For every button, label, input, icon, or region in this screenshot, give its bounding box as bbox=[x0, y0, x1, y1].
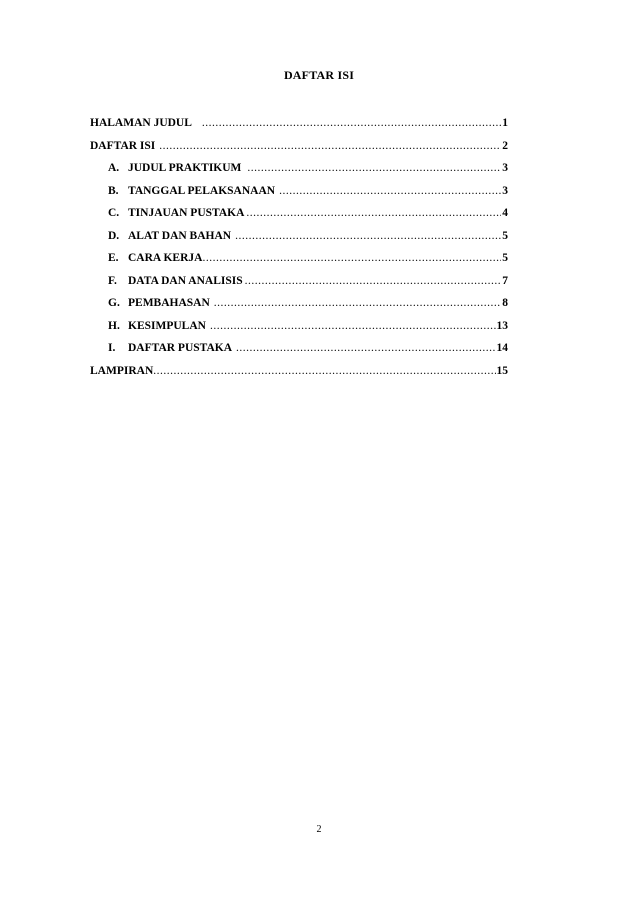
toc-entry-tanggal-pelaksanaan[interactable] bbox=[90, 185, 508, 208]
toc-leader-dots bbox=[279, 185, 501, 197]
toc-entry-label: ALAT DAN BAHAN bbox=[128, 229, 232, 242]
toc-entry-page: 3 bbox=[502, 184, 508, 197]
toc-leader-dots bbox=[247, 162, 501, 174]
toc-entry-page: 13 bbox=[496, 319, 508, 332]
toc-entry-marker: C. bbox=[108, 207, 120, 219]
toc-entry-marker: D. bbox=[108, 229, 120, 242]
toc-entry-label: DAFTAR ISI bbox=[90, 139, 156, 152]
toc-leader-dots bbox=[153, 365, 495, 377]
toc-entry-page: 15 bbox=[496, 364, 508, 377]
toc-entry-page: 1 bbox=[502, 117, 508, 129]
toc-entry-label: LAMPIRAN bbox=[90, 364, 154, 377]
toc-entry-cara-kerja[interactable] bbox=[90, 252, 508, 275]
toc-entry-page: 8 bbox=[502, 297, 508, 309]
toc-entry-alat-dan-bahan[interactable] bbox=[90, 230, 508, 253]
toc-leader-dots bbox=[236, 342, 495, 354]
toc-entry-pembahasan[interactable] bbox=[90, 297, 508, 320]
toc-entry-page: 14 bbox=[496, 342, 508, 354]
toc-entry-marker: F. bbox=[108, 274, 117, 287]
toc-entry-data-dan-analisis[interactable] bbox=[90, 275, 508, 298]
toc-entry-page: 5 bbox=[502, 252, 508, 264]
toc-entry-label: CARA KERJA bbox=[128, 252, 203, 264]
toc-entry-lampiran[interactable] bbox=[90, 365, 508, 388]
toc-leader-dots bbox=[245, 275, 502, 287]
toc-entry-label: JUDUL PRAKTIKUM bbox=[128, 162, 242, 174]
toc-entry-judul-praktikum[interactable] bbox=[90, 162, 508, 185]
page-number: 2 bbox=[316, 824, 322, 835]
toc-leader-dots bbox=[246, 207, 501, 219]
toc-entry-marker: A. bbox=[108, 162, 120, 174]
toc-entry-tinjauan-pustaka[interactable] bbox=[90, 207, 508, 230]
toc-leader-dots bbox=[210, 320, 496, 332]
toc-entry-label: PEMBAHASAN bbox=[128, 297, 210, 309]
toc-entry-marker: I. bbox=[108, 342, 116, 354]
toc-entry-page: 4 bbox=[502, 207, 508, 219]
table-of-contents bbox=[90, 117, 508, 387]
toc-entry-marker: E. bbox=[108, 252, 119, 264]
toc-leader-dots bbox=[214, 297, 501, 309]
toc-entry-label: DAFTAR PUSTAKA bbox=[128, 342, 233, 354]
toc-leader-dots bbox=[202, 117, 501, 129]
toc-entry-page: 3 bbox=[502, 162, 508, 174]
toc-entry-page: 7 bbox=[502, 274, 508, 287]
toc-entry-label: TINJAUAN PUSTAKA bbox=[128, 207, 245, 219]
page-title: DAFTAR ISI bbox=[283, 68, 355, 82]
toc-entry-page: 5 bbox=[502, 229, 508, 242]
toc-entry-page: 2 bbox=[502, 139, 508, 152]
toc-entry-label: TANGGAL PELAKSANAAN bbox=[128, 184, 276, 197]
toc-entry-marker: G. bbox=[108, 297, 120, 309]
toc-leader-dots bbox=[159, 140, 501, 152]
toc-entry-halaman-judul[interactable] bbox=[90, 117, 508, 140]
toc-entry-kesimpulan[interactable] bbox=[90, 320, 508, 343]
toc-leader-dots bbox=[235, 230, 501, 242]
toc-entry-label: HALAMAN JUDUL bbox=[90, 117, 192, 129]
toc-entry-marker: B. bbox=[108, 184, 119, 197]
toc-entry-label: DATA DAN ANALISIS bbox=[128, 274, 243, 287]
toc-entry-daftar-pustaka[interactable] bbox=[90, 342, 508, 365]
toc-entry-daftar-isi[interactable] bbox=[90, 140, 508, 163]
toc-entry-marker: H. bbox=[108, 319, 120, 332]
toc-entry-label: KESIMPULAN bbox=[128, 319, 206, 332]
toc-leader-dots bbox=[202, 252, 501, 264]
